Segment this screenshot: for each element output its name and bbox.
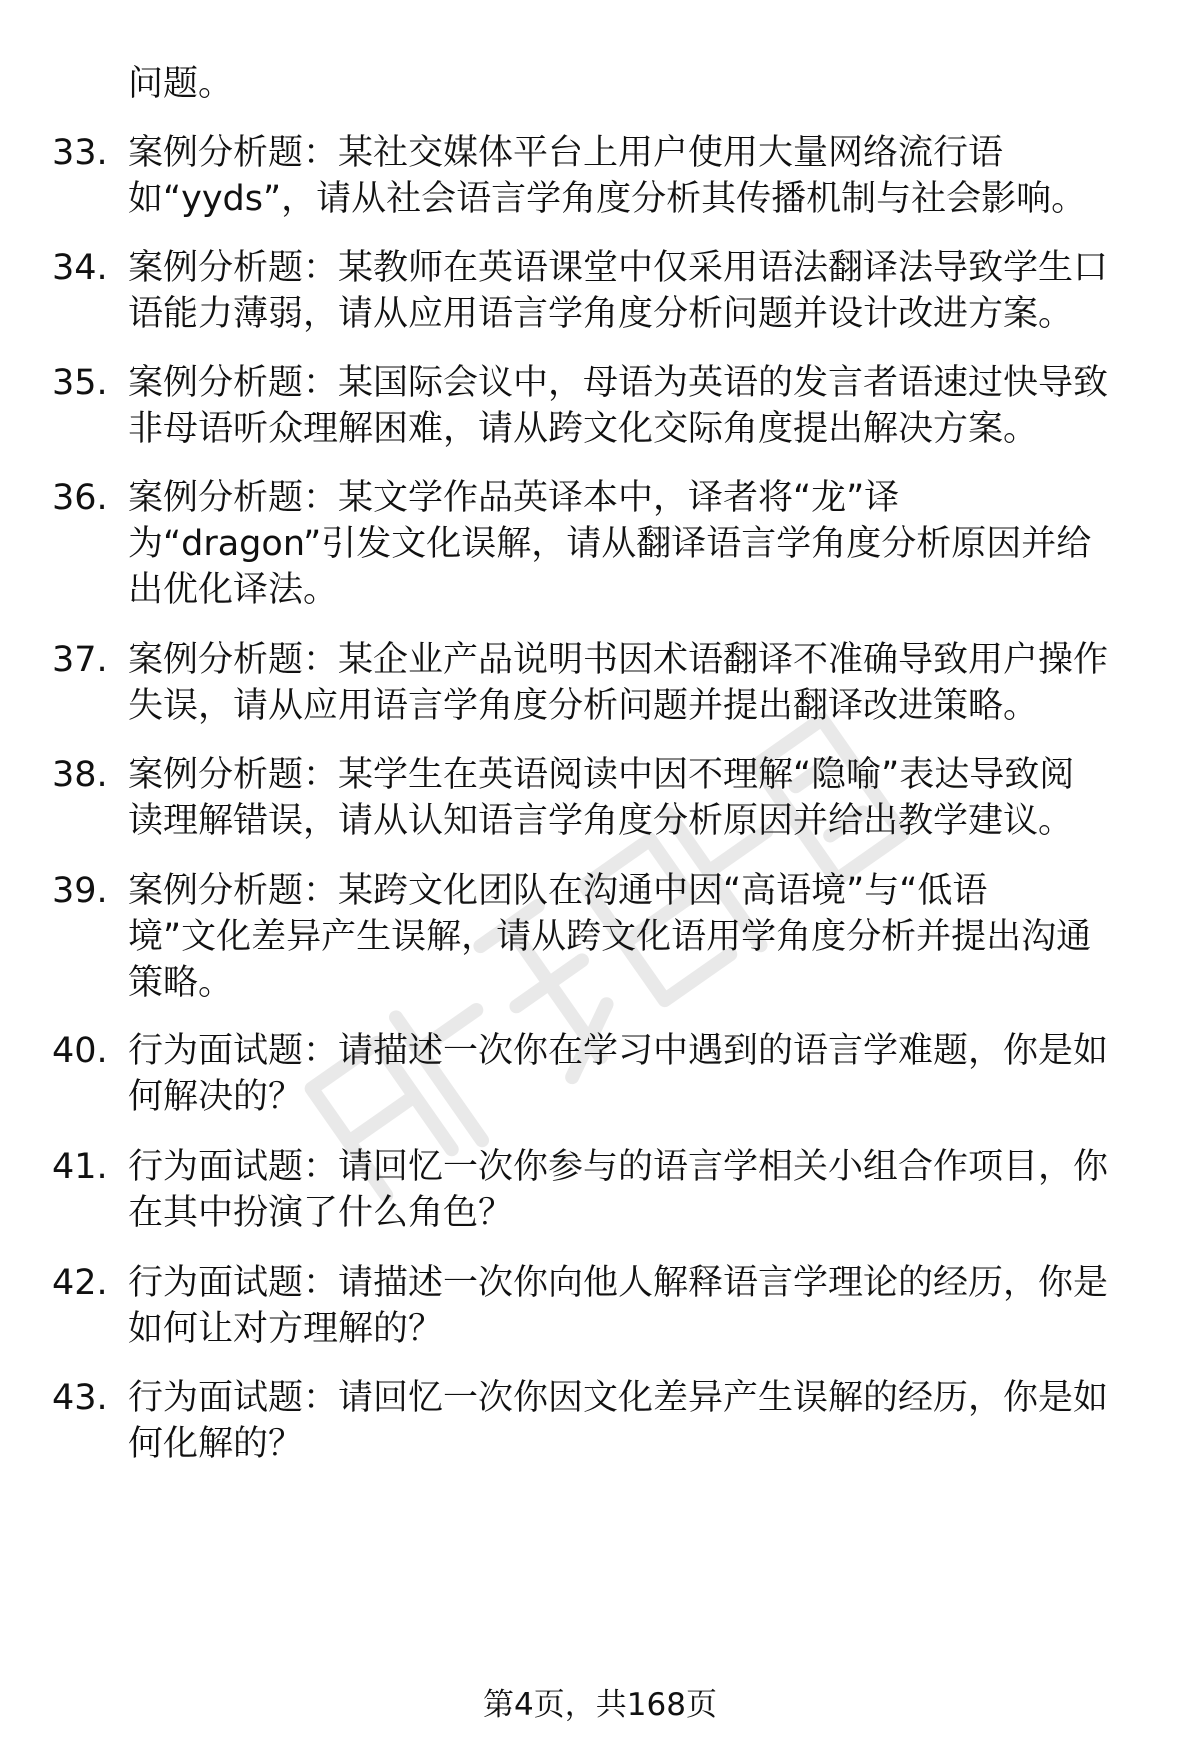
question-number: 42. xyxy=(52,1263,108,1303)
question-number: 39. xyxy=(52,871,108,911)
question-number: 36. xyxy=(52,478,108,518)
question-line: 如“yyds”，请从社会语言学角度分析其传播机制与社会影响。 xyxy=(128,179,1087,219)
question-number: 33. xyxy=(52,133,108,173)
question-line: 出优化译法。 xyxy=(128,570,339,610)
question-line: 读理解错误，请从认知语言学角度分析原因并给出教学建议。 xyxy=(128,801,1074,841)
question-number: 35. xyxy=(52,363,108,403)
question-line: 案例分析题：某文学作品英译本中，译者将“龙”译 xyxy=(128,478,900,518)
question-line: 何解决的？ xyxy=(128,1077,304,1117)
question-line: 案例分析题：某社交媒体平台上用户使用大量网络流行语 xyxy=(128,133,1004,173)
question-line: 何化解的？ xyxy=(128,1424,304,1464)
question-number: 37. xyxy=(52,640,108,680)
page-footer: 第4页，共168页 xyxy=(483,1687,717,1723)
question-number: 34. xyxy=(52,248,108,288)
question-number: 40. xyxy=(52,1031,108,1071)
question-line: 非母语听众理解困难，请从跨文化交际角度提出解决方案。 xyxy=(128,409,1039,449)
question-line: 行为面试题：请回忆一次你因文化差异产生误解的经历，你是如 xyxy=(128,1378,1109,1418)
question-line: 境”文化差异产生误解，请从跨文化语用学角度分析并提出沟通 xyxy=(128,917,1092,957)
question-line: 行为面试题：请描述一次你在学习中遇到的语言学难题，你是如 xyxy=(128,1031,1109,1071)
question-number: 38. xyxy=(52,755,108,795)
question-line: 如何让对方理解的？ xyxy=(128,1309,444,1349)
question-line: 案例分析题：某企业产品说明书因术语翻译不准确导致用户操作 xyxy=(128,640,1109,680)
question-number: 43. xyxy=(52,1378,108,1418)
question-line: 案例分析题：某教师在英语课堂中仅采用语法翻译法导致学生口 xyxy=(128,248,1109,288)
question-line: 失误，请从应用语言学角度分析问题并提出翻译改进策略。 xyxy=(128,686,1039,726)
question-line: 行为面试题：请回忆一次你参与的语言学相关小组合作项目，你 xyxy=(128,1147,1109,1187)
question-line: 案例分析题：某学生在英语阅读中因不理解“隐喻”表达导致阅 xyxy=(128,755,1075,795)
question-line: 在其中扮演了什么角色？ xyxy=(128,1193,514,1233)
question-number: 41. xyxy=(52,1147,108,1187)
question-line: 为“dragon”引发文化误解，请从翻译语言学角度分析原因并给 xyxy=(128,524,1092,564)
question-line: 行为面试题：请描述一次你向他人解释语言学理论的经历，你是 xyxy=(128,1263,1109,1303)
question-line: 案例分析题：某跨文化团队在沟通中因“高语境”与“低语 xyxy=(128,871,988,911)
continuation-text: 问题。 xyxy=(128,64,234,104)
question-line: 案例分析题：某国际会议中，母语为英语的发言者语速过快导致 xyxy=(128,363,1109,403)
question-line: 语能力薄弱，请从应用语言学角度分析问题并设计改进方案。 xyxy=(128,294,1074,334)
question-line: 策略。 xyxy=(128,963,234,1003)
